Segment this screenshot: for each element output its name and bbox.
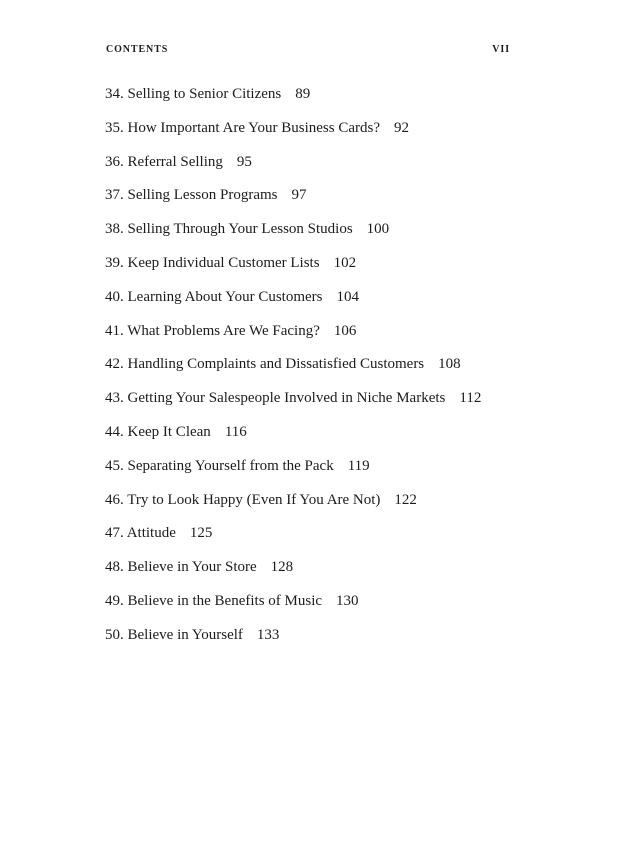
toc-entry: [105, 84, 481, 118]
chapter-number: 38.: [105, 221, 124, 238]
chapter-number: 36.: [105, 153, 124, 170]
chapter-page: 108: [438, 356, 461, 373]
chapter-title: Referral Selling: [127, 153, 223, 170]
toc-entry: [105, 456, 481, 490]
chapter-number: 49.: [105, 592, 124, 609]
chapter-title: What Problems Are We Facing?: [127, 322, 320, 339]
toc-entry: [105, 253, 481, 287]
chapter-title: Believe in Yourself: [127, 626, 243, 643]
chapter-number: 39.: [105, 254, 124, 271]
chapter-page: 92: [394, 119, 409, 136]
chapter-number: 37.: [105, 187, 124, 204]
toc-entry: [105, 219, 481, 253]
toc-entry: [105, 523, 481, 557]
chapter-title: Learning About Your Customers: [127, 288, 323, 305]
chapter-number: 42.: [105, 356, 124, 373]
toc-entry: [105, 388, 481, 422]
chapter-number: 34.: [105, 86, 124, 102]
section-title: CONTENTS: [106, 44, 169, 55]
chapter-page: 89: [295, 86, 311, 102]
chapter-number: 40.: [105, 288, 124, 305]
toc-entry: [105, 152, 481, 186]
chapter-title: Getting Your Salespeople Involved in Niche Markets: [127, 390, 446, 407]
chapter-number: 46.: [105, 491, 124, 508]
chapter-page: 116: [224, 423, 247, 440]
toc-entry: [105, 625, 481, 659]
chapter-page: 133: [256, 626, 280, 643]
toc-entry: [105, 591, 481, 625]
chapter-page: 97: [291, 187, 307, 204]
chapter-number: 35.: [105, 119, 124, 136]
chapter-title: Keep Individual Customer Lists: [127, 254, 320, 271]
chapter-page: 112: [459, 390, 482, 407]
toc-entry: [105, 354, 481, 388]
chapter-number: 50.: [105, 626, 124, 643]
chapter-page: 130: [336, 592, 359, 609]
chapter-title: Separating Yourself from the Pack: [127, 457, 334, 474]
chapter-title: Selling Through Your Lesson Studios: [127, 221, 353, 238]
toc-entry: [105, 422, 481, 456]
chapter-page: 122: [394, 491, 417, 508]
chapter-title: Believe in Your Store: [127, 559, 257, 576]
chapter-title: Selling Lesson Programs: [127, 187, 278, 204]
chapter-page: 128: [270, 559, 294, 576]
chapter-page: 119: [347, 457, 370, 474]
chapter-title: Selling to Senior Citizens: [127, 86, 282, 102]
chapter-page: 106: [333, 322, 357, 339]
toc-entry: [105, 185, 481, 219]
chapter-title: Believe in the Benefits of Music: [127, 592, 323, 609]
chapter-title: How Important Are Your Business Cards?: [127, 119, 380, 136]
toc-entry: [105, 287, 481, 321]
toc-entry: [105, 557, 481, 591]
chapter-page: 100: [366, 221, 390, 238]
chapter-number: 44.: [105, 423, 124, 440]
toc-entry: [105, 118, 481, 152]
chapter-number: 47.: [105, 525, 124, 542]
chapter-title: Handling Complaints and Dissatisfied Customers: [127, 356, 425, 373]
running-head: [106, 44, 510, 55]
toc-entry: [105, 321, 481, 355]
chapter-title: Try to Look Happy (Even If You Are Not): [127, 491, 381, 508]
page-number: VII: [492, 44, 510, 55]
chapter-page: 104: [336, 288, 359, 305]
chapter-number: 41.: [105, 322, 124, 339]
chapter-title: Attitude: [126, 525, 176, 542]
chapter-title: Keep It Clean: [127, 423, 211, 440]
chapter-page: 95: [236, 153, 252, 170]
chapter-page: 125: [189, 525, 213, 542]
toc-entry: [105, 490, 481, 524]
chapter-number: 48.: [105, 559, 124, 576]
chapter-page: 102: [333, 254, 357, 271]
chapter-number: 43.: [105, 390, 124, 407]
chapter-number: 45.: [105, 457, 124, 474]
table-of-contents: [105, 84, 481, 659]
